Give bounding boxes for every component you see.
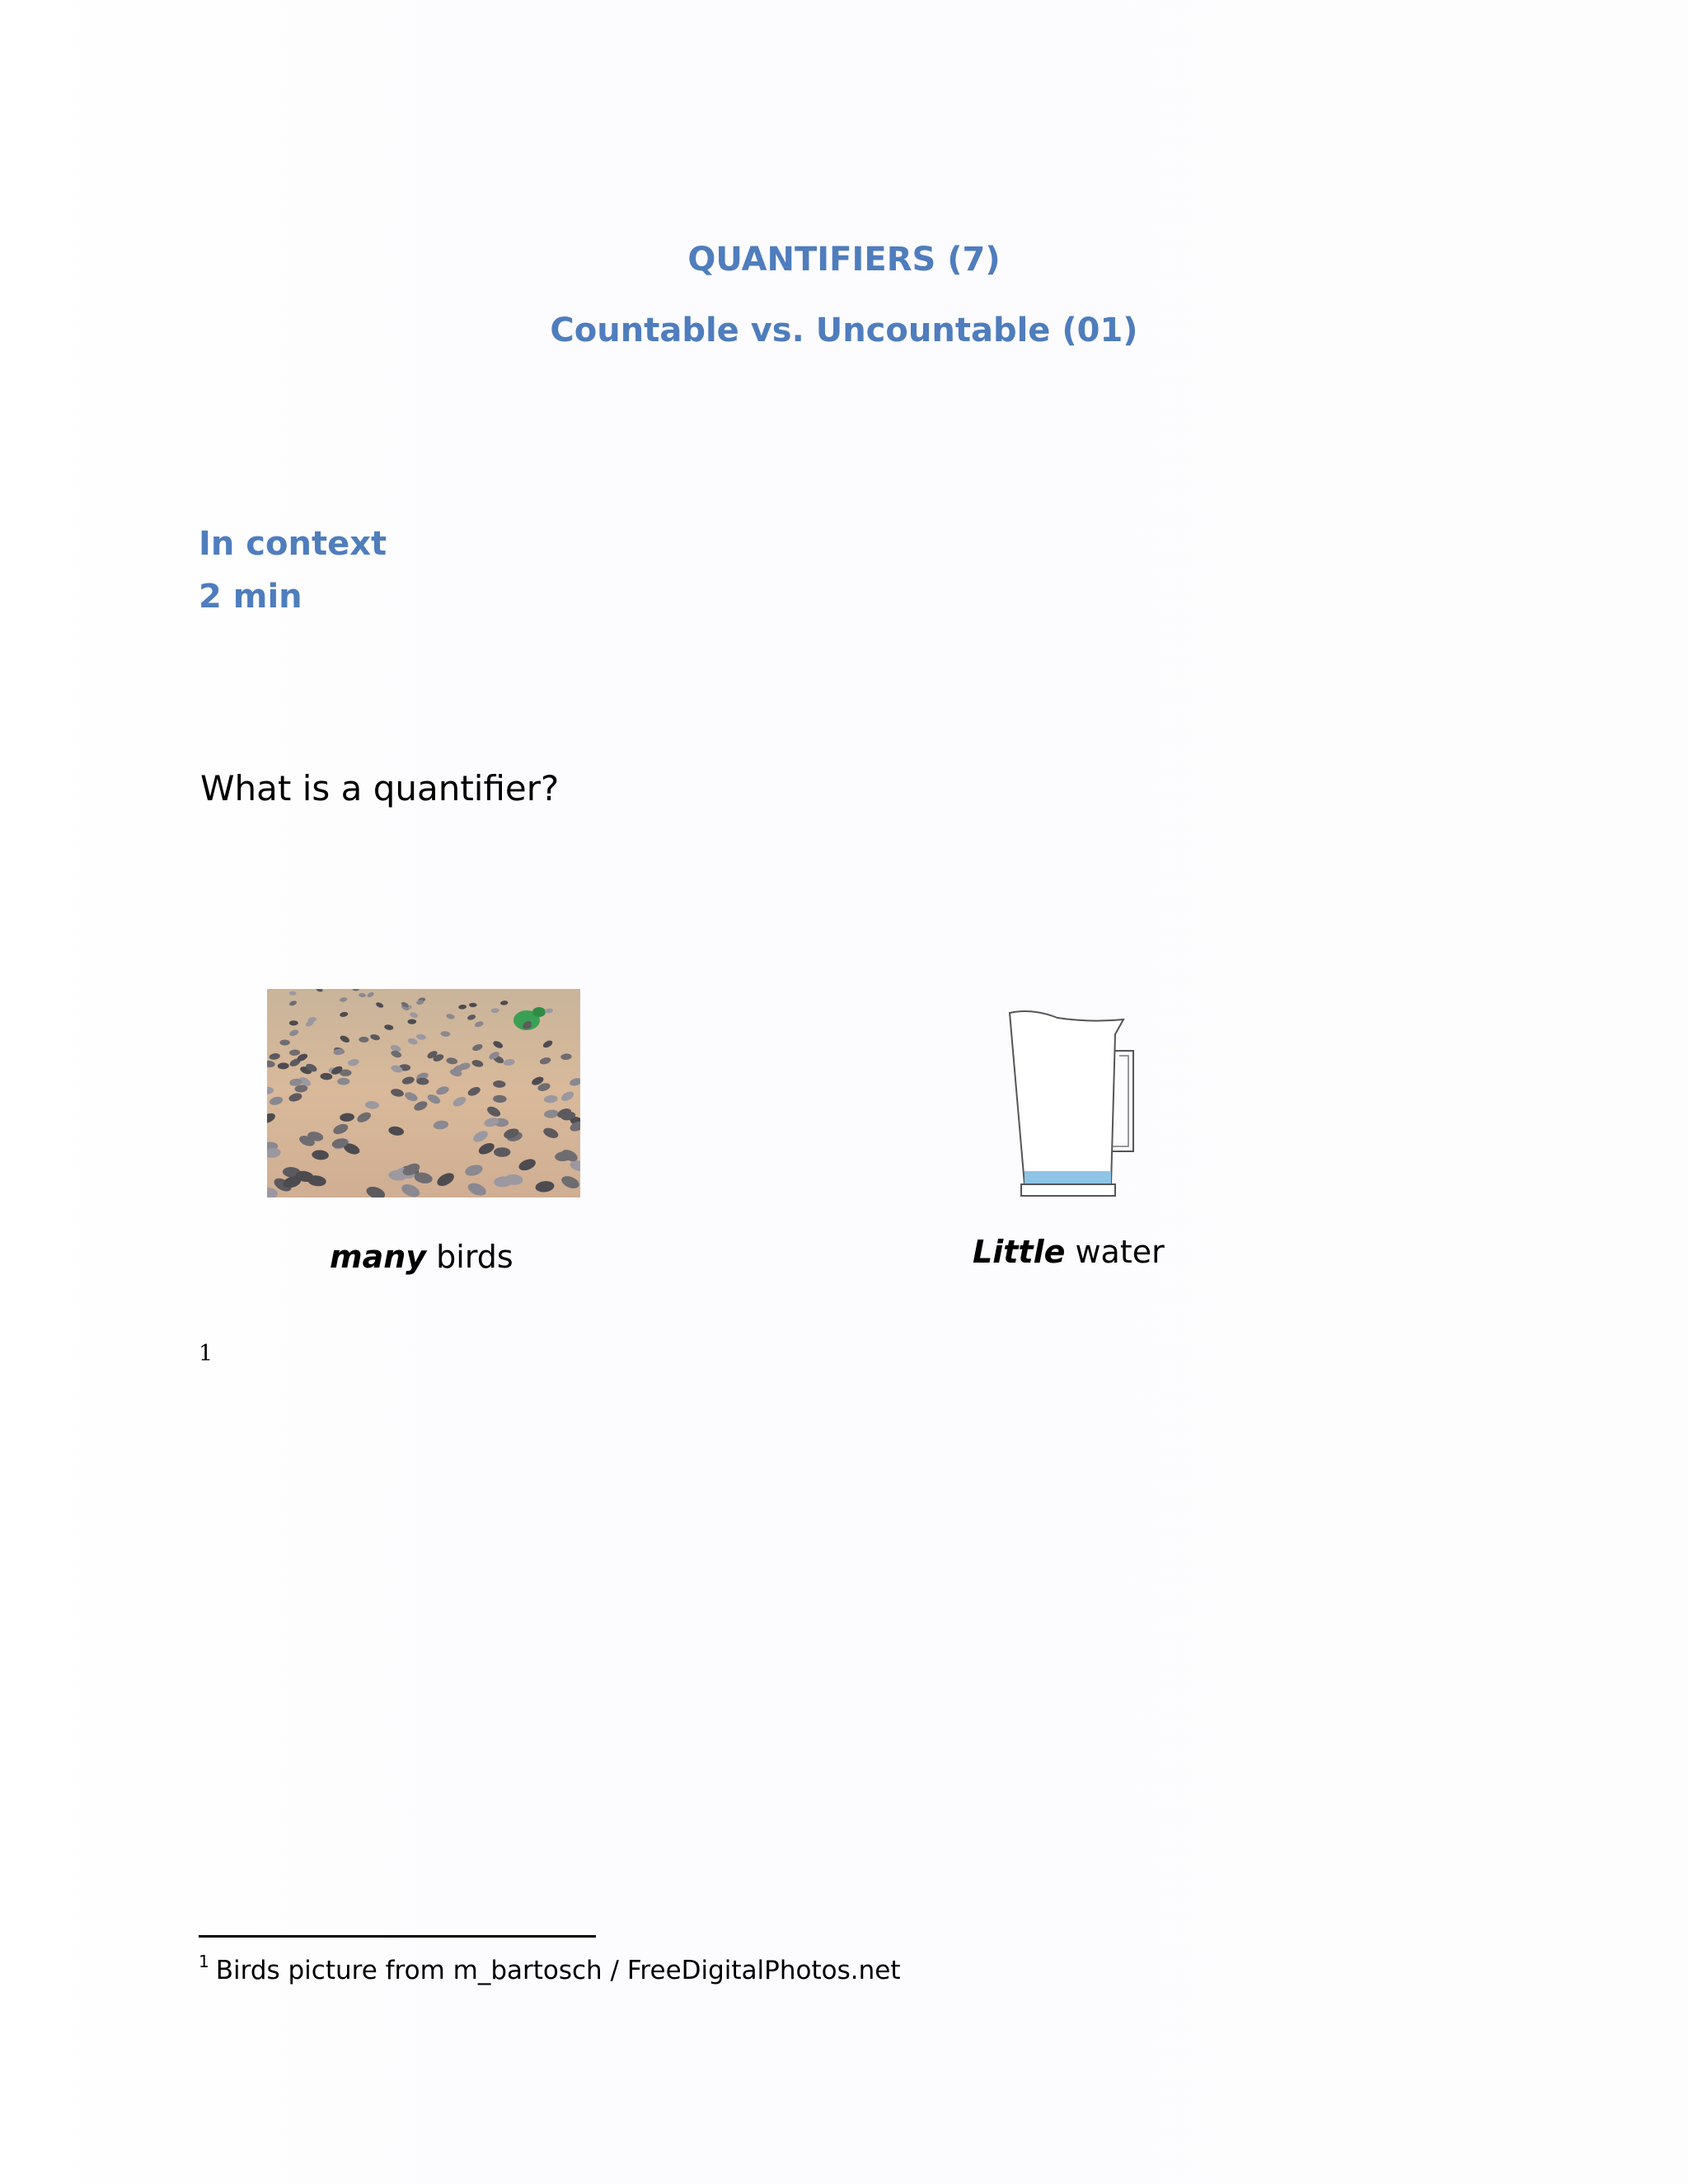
birds-picture (267, 989, 580, 1197)
noun-water: water (1075, 1234, 1165, 1270)
section-heading: In context (199, 525, 387, 563)
caption-many-birds (330, 1239, 513, 1275)
bird-shape (469, 1003, 477, 1007)
footnote-marker: 1 (199, 1952, 209, 1971)
caption-little-water (973, 1234, 1165, 1270)
bird-shape (279, 1040, 289, 1046)
water-jug-picture (1000, 1001, 1148, 1199)
quantifier-little: Little (973, 1234, 1066, 1270)
document-title: QUANTIFIERS (7) (687, 241, 1001, 279)
noun-birds: birds (436, 1239, 513, 1275)
footnote-text: Birds picture from m_bartosch / FreeDigitalPhotos.net (215, 1956, 901, 1985)
quantifier-many: many (330, 1239, 427, 1275)
question-text: What is a quantifier? (200, 768, 560, 808)
footnote-reference: 1 (199, 1341, 213, 1366)
bird-shape (494, 1147, 510, 1157)
section-duration: 2 min (199, 578, 302, 616)
document-subtitle: Countable vs. Uncountable (01) (550, 312, 1138, 349)
bird-shape (337, 1078, 349, 1085)
footnote-separator (199, 1935, 596, 1938)
footnote (199, 1952, 900, 1985)
